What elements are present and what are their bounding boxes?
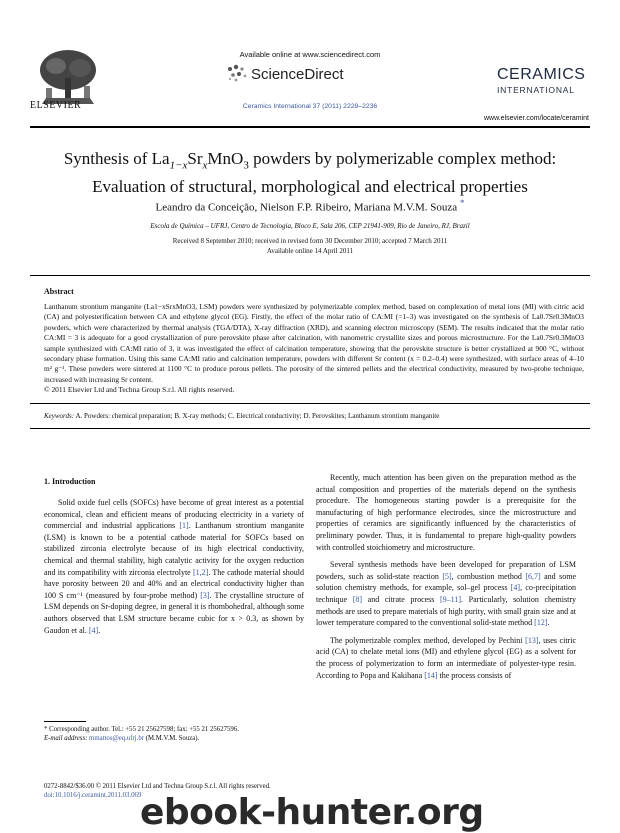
citation-link[interactable]: [14] (424, 670, 438, 680)
article-title (30, 148, 590, 198)
keywords-top-rule (30, 403, 590, 404)
citation-link[interactable]: [4] (88, 625, 99, 635)
footnote-rule (44, 721, 86, 722)
footnote (44, 725, 314, 743)
citation-link[interactable]: [13] (525, 635, 539, 645)
paragraph: Several synthesis methods have been developed for preparation of LSM powders, such as solid-state reaction [5], combustion method [6,7] and some solution chemistry methods, for example, sol–gel process [4], co-precipitation technique [8] and citrate process [9–11]. Particularly, solution chemistry methods are used to prepare materials of high purity, with small grain size and at lower temperature compared to the conventional solid-state method [12]. (316, 560, 577, 628)
affiliation: Escola de Química – UFRJ, Centro de Tecnologia, Bloco E, Sala 206, CEP 21941-909, Rio de Janeiro, RJ, Brazil (150, 222, 470, 230)
publisher-name: ELSEVIER (30, 100, 82, 111)
abstract-text: Lanthanum strontium manganite (La1−xSrxMnO3, LSM) powders were synthesized by polymerizable complex method, based on complexation of metal ions (MI) with citric acid (CA) and polyesterification between CA and ethylene glycol (EG). Firstly, the effect of the molar ratio of CA:MI (=1–3) was investigated on the synthesis of La0.7Sr0.3MnO3 powders, which were characterized by thermal analysis (TGA/DTA), X-ray diffraction (XRD), and scanning electron microscopy (SEM). The results indicated that the molar ratio CA:MI = 3 is adequate for a good crystallization of pure perovskite phase after calcination, with nanometric crystallite sizes and porous microstructure. For the La0.7Sr0.3MnO3 sample synthesized with CA:MI ratio of 3, it was investigated the effect of calcination temperature, showing that the perovskite structure is better crystallized at 900 °C, without secondary phase formation. Using this same CA:MI ratio and calcination temperature, powders with different Sr content (x = 0.2–0.4) were synthesized, with surface areas of 4–10 m² g⁻¹. These powders were sintered at 1100 °C to produce porous pellets. The porosity of the sintered pellets and the electrical conductivity, measured by two-probe technique, increased with increasing Sr content. (44, 302, 584, 384)
citation-link[interactable]: [1] (179, 521, 189, 531)
article-dates (30, 236, 590, 256)
citation-link[interactable]: [12] (534, 618, 548, 628)
title-text: Sr (187, 149, 203, 168)
authors-text: Leandro da Conceição, Nielson F.P. Ribeiro, Mariana M.V.M. Souza (155, 201, 458, 214)
title-subscript: 3 (243, 159, 249, 172)
email-label: E-mail address: (44, 735, 88, 742)
keywords-line (44, 412, 439, 420)
abstract-body (44, 302, 584, 396)
issn-line: 0272-8842/$36.00 © 2011 Elsevier Ltd and Techna Group S.r.l. All rights reserved. (44, 783, 271, 790)
sciencedirect-logo (225, 63, 405, 85)
title-subscript: x (202, 159, 208, 172)
body-column-right (316, 472, 576, 681)
footnote-contact (44, 725, 314, 734)
watermark: ebook-hunter.org (140, 792, 484, 833)
footnote-mark: * (44, 726, 48, 733)
abstract-copyright: © 2011 Elsevier Ltd and Techna Group S.r.l. All rights reserved. (44, 385, 235, 395)
available-date: Available online 14 April 2011 (266, 247, 354, 255)
title-subscript: 1−x (169, 159, 188, 172)
footnote-phone: Corresponding author. Tel.: +55 21 25627598; fax: +55 21 25627596. (47, 726, 239, 733)
body-column-left (44, 497, 304, 636)
citation-link[interactable]: [8] (352, 594, 363, 604)
citation-link[interactable]: [5] (442, 571, 452, 581)
citation-link[interactable]: [9–11] (440, 594, 462, 604)
keywords-label: Keywords: (44, 412, 75, 420)
email-owner: (M.M.V.M. Souza). (144, 735, 200, 742)
journal-name-line1: CERAMICS (497, 66, 586, 83)
title-text: Synthesis of La (63, 149, 170, 168)
paragraph: The polymerizable complex method, developed by Pechini [13], uses citric acid (CA) to chelate metal ions (MI) and ethylene glycol (EG) as a solvent for the process of polymerization to form an intermediate of polyester-type resin. According to Popa and Kakihana [14] the process consists of (316, 635, 576, 680)
available-online-text: Available online at www.sciencedirect.com (239, 50, 381, 59)
citation-link[interactable]: [3] (200, 590, 210, 600)
title-text: powders by polymerizable complex method: (248, 149, 557, 168)
sciencedirect-wordmark: ScienceDirect (251, 66, 344, 83)
citation-link[interactable]: [1,2] (192, 567, 209, 577)
title-text: MnO (207, 149, 244, 168)
paragraph: Solid oxide fuel cells (SOFCs) have become of great interest as a potential economical, clean and efficient means of producing electricity in a variety of commercial and industrial applications [1]. Lanthanum strontium manganite (LSM) is known to be a potential cathode material for SOFCs based on stabilized zirconia electrolyte because of its high electrical conductivity, chemical and thermal stability, high catalytic activity for the oxygen reduction and its compatibility with zirconia electrolyte [1,2]. The cathode material should have porosity between 20 and 40% and an electrical conductivity higher than 100 S cm⁻¹ (measured by four-probe method) [3]. The crystalline structure of LSM depends on Sr-doping degree, in general it is rhombohedral, although some authors observed that LSM structure became cubic for x > 0.3, as shown by Gaudon et al. [4]. (44, 498, 305, 635)
author-list (30, 198, 590, 214)
corresponding-author-mark[interactable]: * (459, 198, 465, 208)
header-rule (30, 126, 590, 128)
citation-link[interactable]: [4] (510, 583, 521, 593)
journal-name-line2: INTERNATIONAL (497, 85, 575, 95)
received-dates: Received 8 September 2010; received in revised form 30 December 2010; accepted 7 March 2011 (172, 237, 448, 245)
paragraph: Recently, much attention has been given on the preparation method as the actual composition and properties of the materials depend on the synthesis procedure. The homogeneous starting powder is a prerequisite for the manufacturing of high performance electrodes, since the microstructure and properties of ceramics are significantly influenced by the characteristics of preliminary powder. Thus, it is fundamental to prepare high-quality powders with controlled stoichiometry and microstructure. (316, 473, 576, 552)
abstract-top-rule (30, 275, 590, 276)
title-line2: Evaluation of structural, morphological and electrical properties (92, 177, 528, 197)
sciencedirect-dots-icon (225, 63, 249, 85)
email-link[interactable]: mmattos@eq.ufrj.br (87, 735, 145, 742)
journal-url[interactable]: www.elsevier.com/locate/ceramint (483, 115, 589, 122)
citation-link[interactable]: [6,7] (525, 571, 541, 581)
doi-link[interactable]: doi:10.1016/j.ceramint.2011.03.069 (44, 792, 142, 799)
section-heading-introduction: 1. Introduction (44, 477, 96, 486)
abstract-heading: Abstract (44, 287, 74, 296)
keywords-bottom-rule (30, 428, 590, 429)
keywords-text: A. Powders: chemical preparation; B. X-ray methods; C. Electrical conductivity; D. Perovskites; Lanthanum strontium manganite (74, 412, 440, 420)
journal-reference-link[interactable]: Ceramics International 37 (2011) 2229–2236 (242, 103, 378, 110)
footnote-email-line (44, 734, 314, 743)
